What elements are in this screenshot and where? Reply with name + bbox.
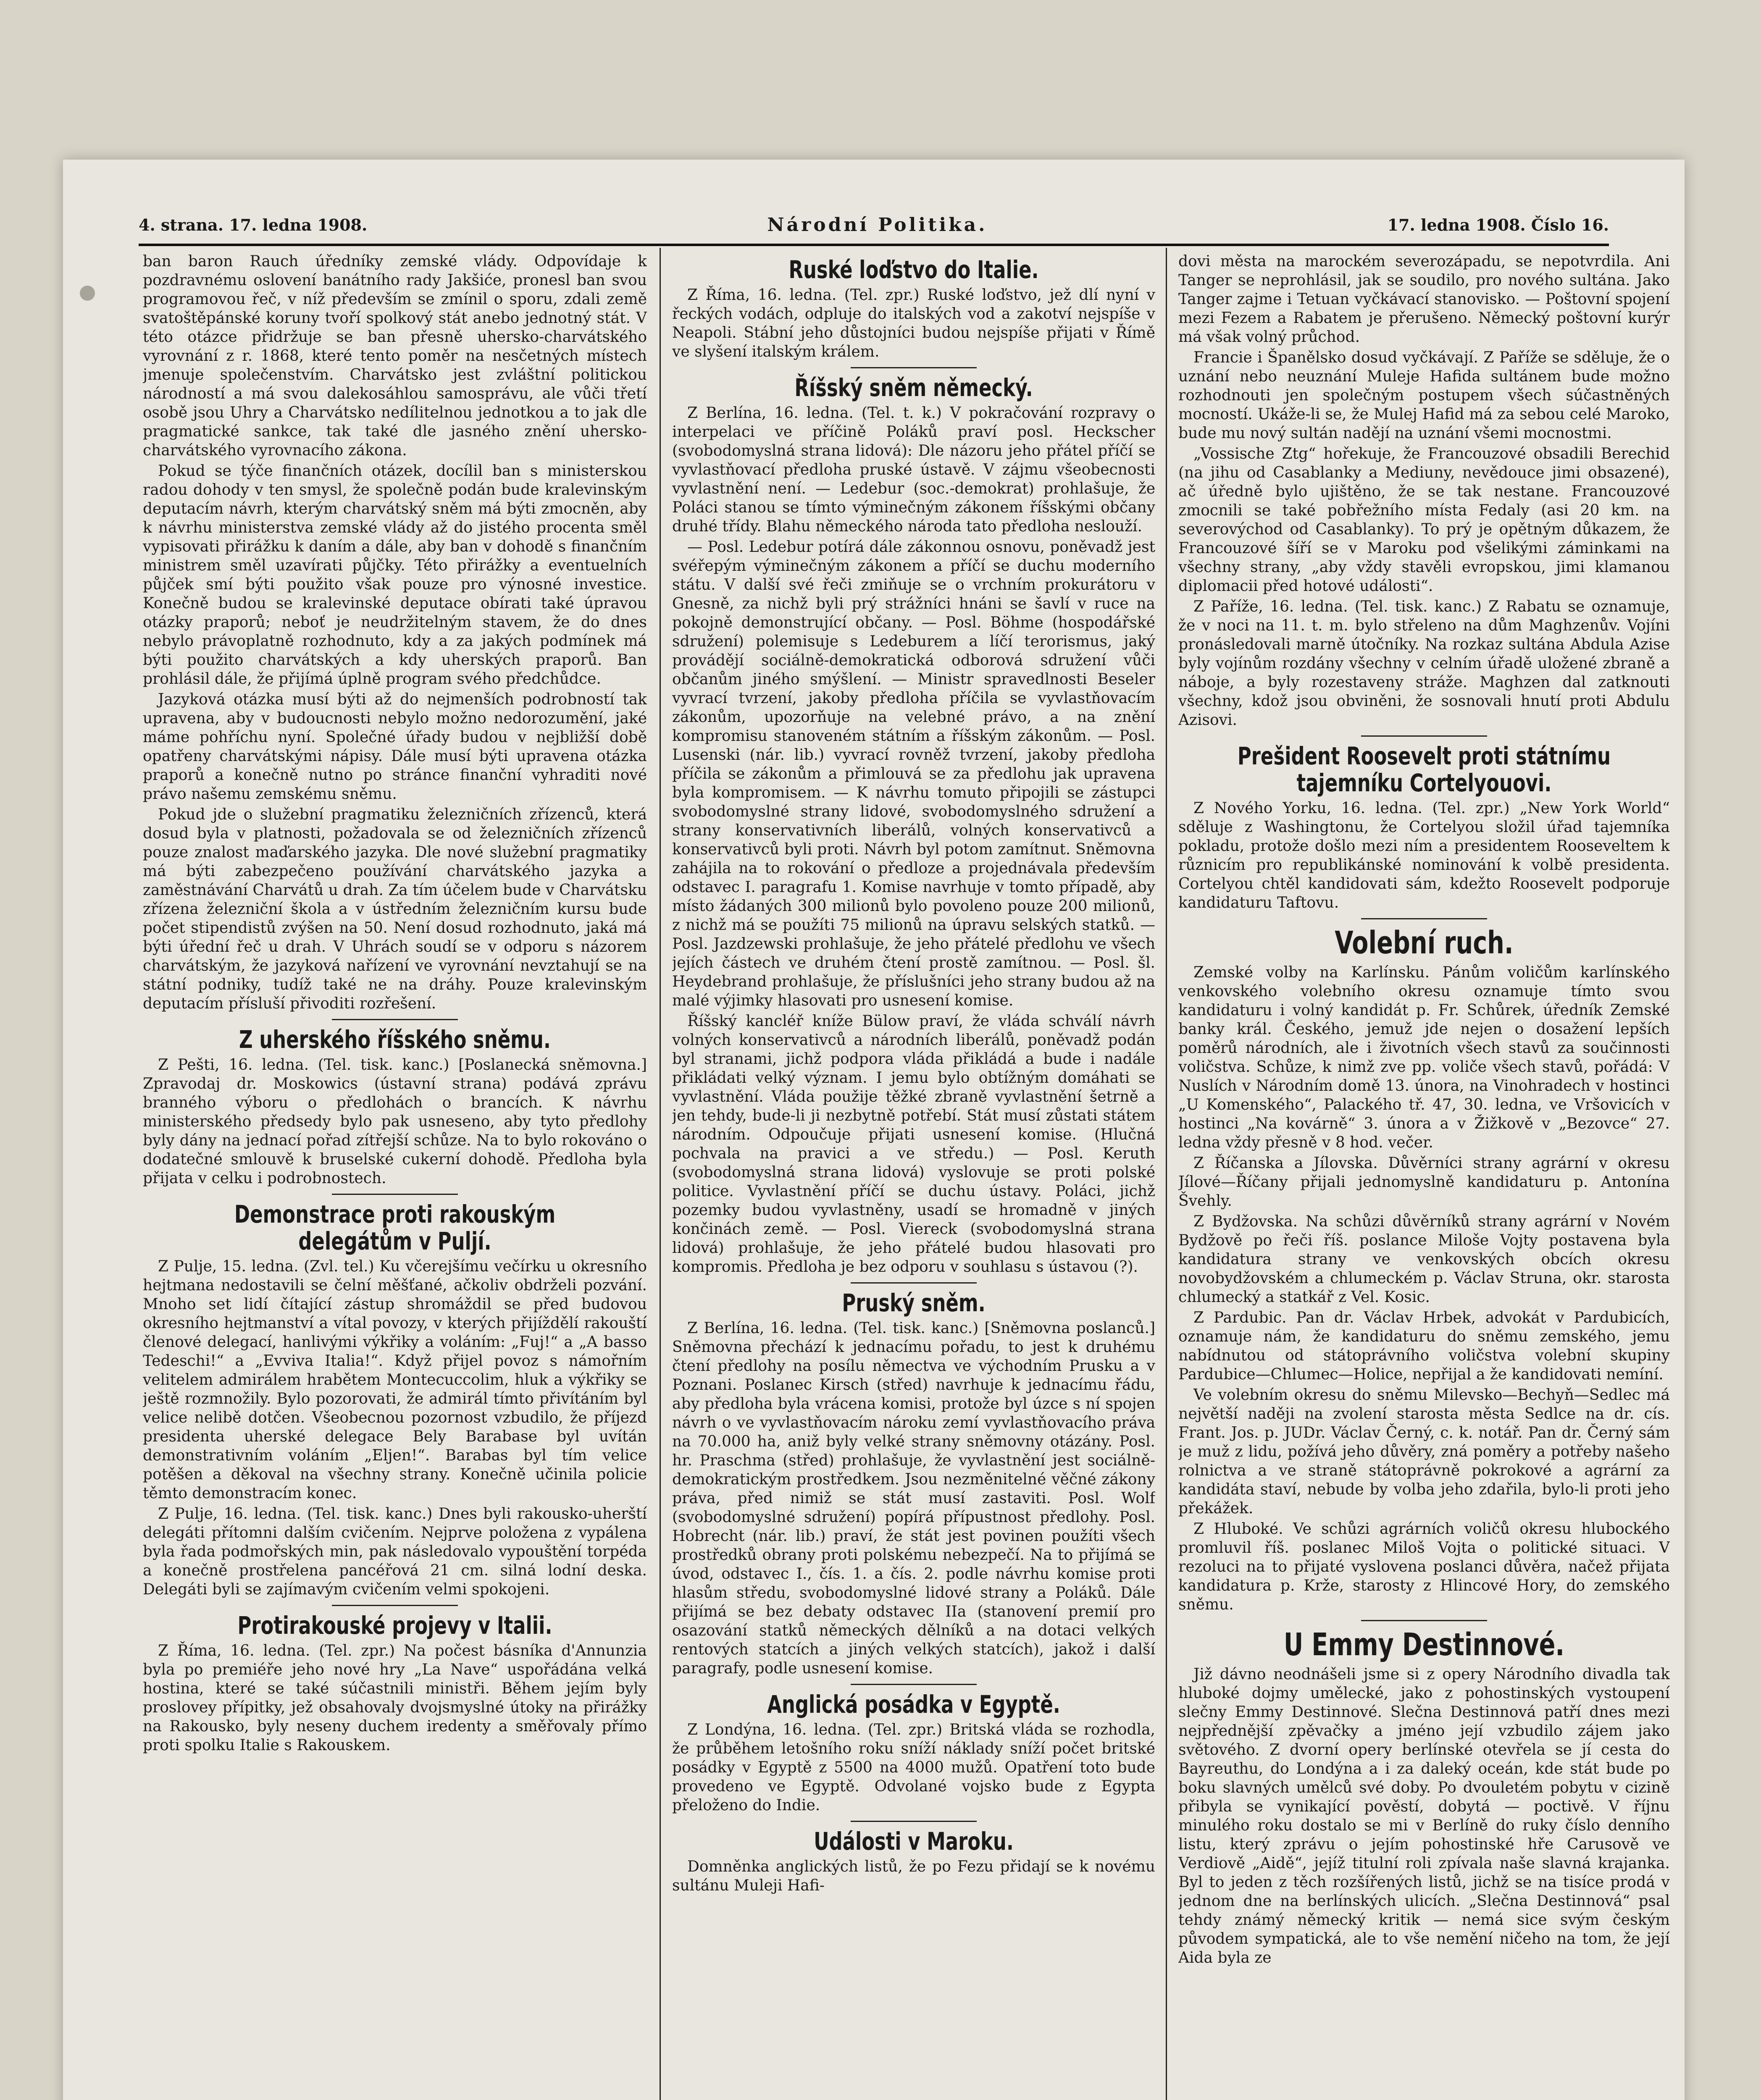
article-paragraph: Z Říčanska a Jílovska. Důvěrníci strany agrární v okresu Jílové—Říčany přijali jednomyslně kandidaturu p. Antonína Švehly. (1178, 1155, 1670, 1210)
headline-ruske-lodstvo: Ruské loďstvo do Italie. (789, 255, 1039, 284)
header-rule (139, 244, 1609, 246)
separator (851, 1282, 977, 1284)
article-paragraph: Z Pardubic. Pan dr. Václav Hrbek, advokát v Pardubicích, oznamuje nám, že kandidaturu do sněmu zemského, jemu nabídnutou od státoprávního voličstva volební skupiny Pardubice—Chlumec—Holice, nepřijal a že kandidovati nemíní. (1178, 1309, 1670, 1383)
headline-volebni-ruch: Volební ruch. (1335, 925, 1514, 961)
separator (1361, 918, 1487, 919)
article-paragraph: Francie i Španělsko dosud vyčkávají. Z Paříže se sděluje, že o uznání nebo neuznání Muleje Hafida sultánem bude možno rozhodnouti jen společným postupem všech súčastněných mocností. Ukáže-li se, že Mulej Hafid má za sebou celé Maroko, bude mu nový sultán nadějí na uznání všemi mocnostmi. (1178, 349, 1670, 442)
headline-udalosti-maroko: Události v Maroku. (814, 1827, 1014, 1856)
column-3 (1178, 252, 1670, 2100)
separator (851, 1684, 977, 1685)
article-paragraph: Z Bydžovska. Na schůzi důvěrníků strany agrární v Novém Bydžově po řeči říš. poslance Miloše Vojty postavena byla kandidatura strany ve venkovských obcích okresu novobydžovském a chlumeckém p. Václav Struna, okr. starosta chlumecký a statkář z Vel. Kosic. (1178, 1213, 1670, 1306)
headline-roosevelt: Prešident Roosevelt proti státnímu tajemníku Cortelyouovi. (1237, 742, 1611, 797)
headline-anglicka-posadka: Anglická posádka v Egyptě. (767, 1690, 1060, 1719)
header-right: 17. ledna 1908. Číslo 16. (1387, 215, 1609, 234)
article-paragraph: Z Nového Yorku, 16. ledna. (Tel. zpr.) „New York World“ sděluje z Washingtonu, že Cortelyou složil úřad tajemníka pokladu, protože došlo mezi ním a presidentem Rooseveltem k různicím pro republikánské nominování k volbě presidenta. Cortelyou chtěl kandidovati sám, kdežto Roosevelt podporuje kandidaturu Taftovu. (1178, 800, 1670, 911)
article-paragraph: Říšský kancléř kníže Bülow praví, že vláda schválí návrh volných konservativců a národních liberálů, poněvadž podán byl stranami, jichž podpora vláda přikládá a bude i nadále přikládati velký význam. I jemu bylo obtížným domáhati se vyvlastnění. Vláda použije těžké zbraně vyvlastnění šetrně a jen tehdy, bude-li ji nezbytně potřebí. Stát musí zůstati státem národním. Odpoučuje přijati usnesení komise. (Hlučná pochvala na pravici a ve středu.) — Posl. Keruth (svobodomyslná strana lidová) vyslovuje se proti polské politice. Vyvlastnění příčí se duchu ústavy. Poláci, jichž pozemky budou vyvlastněny, usadí se hromadně v jiných končinách země. — Posl. Viereck (svobodomyslná strana lidová) prohlašuje, že jeho přátelé budou hlasovati pro kompromis. Předloha je bez odporu v souhlasu s ústavou (?). (672, 1013, 1155, 1276)
article-paragraph: Z Pulje, 15. ledna. (Zvl. tel.) Ku včerejšímu večírku u okresního hejtmana nedostavili se čelní měšťané, ačkoliv obdrželi pozvání. Mnoho set lidí čítající zástup shromáždil se před budovou okresního hejtmanství a vítal povozy, v kterých přijíždělí rakouští členové delegací, hanlivými výkřiky a voláním: „Fuj!“ a „A basso Tedeschi!“ a „Evviva Italia!“. Když přijel povoz s námořním velitelem admirálem hrabětem Montecuccolim, hluk a výkřiky se ještě rozmnožily. Bylo pozorovati, že admirál tímto přivítáním byl velice nelibě dotčen. Všeobecnou pozornost vzbudilo, že příjezd presidenta uherské delegace Bely Barabase byl uvítán demonstrativním voláním „Eljen!“. Barabas byl tím velice potěšen a děkoval na všechny strany. Konečně učinila policie těmto demonstracím konec. (143, 1258, 647, 1502)
article-paragraph: Jazyková otázka musí býti až do nejmenších podrobností tak upravena, aby v budoucnosti nebylo možno nedorozumění, jaké máme pohříchu nyní. Společné úřady budou v nejbližší době opatřeny charvátskými nápisy. Dále musí býti upravena otázka praporů a konečně nutno po stránce finanční vyhraditi nové právo našemu zemskému sněmu. (143, 691, 647, 803)
article-paragraph: Již dávno neodnášeli jsme si z opery Národního divadla tak hluboké dojmy umělecké, jako z pohostinských vystoupení slečny Emmy Destinnové. Slečna Destinnová patří dnes mezi nejpřednější zpěvačky a jméno její vzbudilo zájem jako světového. Z dvorní opery berlínské otevřela se jí cesta do Bayreuthu, do Londýna a i za daleký oceán, kde stát bude po boku slavných umělců své doby. Po dvouletém pobytu v cizině přibyla se vynikající pověstí, dobytá — poctivě. V říjnu minulého roku dostalo se mi v Berlíně do ruky číslo denního listu, který zprávu o jejím pohostinské hře Carusově ve Verdiově „Aidě“, jejíž titulní roli zpívala naše slavná krajanka. Byl to jeden z těch rozšířených listů, jichž se na tisíce prodá v jednom dne na berlínských ulicích. „Slečna Destinnová“ psal tehdy známý německý kritik — nemá sice svým českým původem sympatická, ale to vše nemění ničeho na tom, že její Aida byla ze (1178, 1666, 1670, 1966)
newspaper-page (63, 160, 1685, 2100)
article-paragraph: „Vossische Ztg“ hořekuje, že Francouzové obsadili Berechid (na jihu od Casablanky a Mediuny, nevědouce jimi obsazené), ač úředně bylo ujištěno, že se tak nestane. Francouzové zmocnili se také pobřežního místa Fedaly (asi 20 km. na severovýchod od Casablanky). To prý je opětným důkazem, že Francouzové šíří se v Maroku pod všelikými záminkami na všechny strany, „aby vždy stavěli evropskou, jimi klamanou diplomacii před hotové události“. (1178, 445, 1670, 595)
headline-uhersky-snem: Z uherského říšského sněmu. (239, 1025, 551, 1054)
article-paragraph: Z Berlína, 16. ledna. (Tel. t. k.) V pokračování rozpravy o interpelaci ve příčině Poláků praví posl. Heckscher (svobodomyslná strana lidová): Dle názoru jeho přátel příčí se vyvlastňovací předloha pruské ústavě. V zájmu všeobecnosti vyvlastnění není. — Ledebur (soc.-demokrat) prohlašuje, že Poláci stanou se tímto výminečným zákonem říšskými občany druhé třídy. Blahu německého národa tato předloha neslouží. (672, 404, 1155, 535)
article-paragraph: ban baron Rauch úředníky zemské vlády. Odpovídaje k pozdravnému oslovení banátního rady Jakšiće, pronesl ban svou programovou řeč, v níž především se zmínil o sporu, zdali země svatoštěpánské koruny tvoří spolkový stát anebo jednotný stát. V této otázce přidržuje se ban přesně uhersko-charvátského vyrovnání z r. 1868, které tento poměr na nesčetných místech jmenuje společenstvím. Charvátsko jest zvláštní politickou národností a má svou dalekosáhlou samosprávu, ale vůči třetí osobě jsou Uhry a Charvátsko nedílitelnou jednotkou a to jak dle pragmatické sankce, tak také dle jasného znění uhersko-charvátského vyrovnacího zákona. (143, 253, 647, 459)
separator (332, 1605, 458, 1606)
article-paragraph: Z Říma, 16. ledna. (Tel. zpr.) Ruské loďstvo, jež dlí nyní v řeckých vodách, odpluje do italských vod a zakotví nejspíše v Neapoli. Stábní jeho důstojníci budou nejspíše přijati v Římě ve slyšení italským králem. (672, 286, 1155, 360)
column-rule (660, 248, 661, 2100)
separator (1361, 735, 1487, 737)
article-paragraph: Z Hluboké. Ve schůzi agrárních voličů okresu hlubockého promluvil říš. poslanec Miloš Vojta o politické situaci. V rezoluci na to přijaté vyslovena poslanci důvěra, načež přijata kandidatura p. Krže, starosty z Hlincové Hory, do zemského sněmu. (1178, 1520, 1670, 1613)
separator (332, 1194, 458, 1195)
masthead-title: Národní Politika. (767, 214, 988, 236)
headline-demonstrace: Demonstrace proti rakouským delegátům v Puljí. (234, 1200, 556, 1255)
separator (851, 1821, 977, 1822)
separator (851, 367, 977, 368)
article-paragraph: Z Paříže, 16. ledna. (Tel. tisk. kanc.) Z Rabatu se oznamuje, že v noci na 11. t. m. bylo střeleno na dům Maghzenův. Vojíni pronásledovali marně útočníky. Na rozkaz sultána Abdula Azise byly vojínům rozdány všechny v celním úřadě uložené zbraně a náboje, a byly rozestaveny stráže. Maghzen dal zatknouti všechny, kdož jsou obviněni, že sosnovali hnutí proti Abdulu Azisovi. (1178, 598, 1670, 729)
separator (332, 1019, 458, 1020)
header-left: 4. strana. 17. ledna 1908. (139, 215, 368, 234)
article-paragraph: Z Pulje, 16. ledna. (Tel. tisk. kanc.) Dnes byli rakousko-uherští delegáti přítomni dalším cvičením. Nejprve položena z vypálena byla řada podmořských min, pak následovalo vypouštění torpéda a konečně prostřelena pancéřová 21 cm. silná lodní deska. Delegáti byli se zajímavým cvičením velmi spokojeni. (143, 1505, 647, 1598)
article-paragraph: Pokud se týče finančních otázek, docílil ban s ministerskou radou dohody v ten smysl, že společně podán bude kralevinským deputacím návrh, kterým charvátský sněm má býti zmocněn, aby k návrhu ministerstva zemské vlády až do jistého procenta směl vypisovati přirážku k daním a dále, aby ban v dohodě s finančním ministrem směl uzavírati půjčky. Této přirážky a eventuelních půjček smí býti použito však pouze pro výnosné investice. Konečně budou se kralevinské deputace obírati také úpravou otázky praporů; neboť je neudržitelným stavem, že do dnes nebylo právoplatně rozhodnuto, kdy a za jakých podmínek má býti použito charvátských a kdy uherských praporů. Ban prohlásil dále, že přijímá úplně program svého předchůdce. (143, 462, 647, 688)
article-paragraph: — Posl. Ledebur potírá dále zákonnou osnovu, poněvadž jest svéřepým výminečným zákonem a příčí se duchu moderního státu. V další své řeči zmiňuje se o vrchním prokurátoru v Gnesně, za nichž byli prý strážníci hnáni se šavlí v ruce na pokojně demonstrující občany. — Posl. Böhme (hospodářské sdružení) polemisuje s Ledeburem a líčí terorismus, jaký provádějí sociálně-demokratická odborová sdružení vůči občanům jiného smýšlení. — Ministr spravedlnosti Beseler vyvrací tvrzení, jakoby předloha příčila se vyvlastňovacím zákonům, upozorňuje na velebné právo, a na znění kompromisu stanoveném státním a říšským zákonům. — Posl. Lusenski (nár. lib.) vyvrací rovněž tvrzení, jakoby předloha příčila se zákonům a přimlouvá se za předlohu jak upravena byla kompromisem. — K návrhu tomuto připojili se zástupci svobodomyslné strany lidové, svobodomyslného sdružení a strany konservativních liberálů, volných konservativců a konservativců byli proti. Návrh byl potom zamítnut. Sněmovna zahájila na to rokování o předloze a projednávala především odstavec I. paragrafu 1. Komise navrhuje v tomto případě, aby místo žádaných 300 milionů bylo povoleno pouze 200 milionů, z nichž má se použíti 75 milionů na úpravu selských statků. — Posl. Jazdzewski prohlašuje, že jeho přátelé předlohu ve všech jejích částech ve druhém čtení prostě zamítnou. — Posl. šl. Heydebrand prohlašuje, že příslušníci jeho strany budou až na malé výjimky hlasovati pro usnesení komise. (672, 538, 1155, 1009)
article-paragraph: Pokud jde o služební pragmatiku železničních zřízenců, která dosud byla v platnosti, požadovala se od železničních zřízenců pouze znalost maďarského jazyka. Dle nové služební pragmatiky má býti zabezpečeno používání charvátského jazyka a zaměstnávání Charvátů u drah. Za tím účelem bude v Charvátsku zřízena železniční škola a v ústředním železničním kursu bude počet stipendistů zvýšen na 50. Není dosud rozhodnuto, jaká má býti úřední řeč u drah. V Uhrách soudí se v odporu s názorem charvátským, že jazyková nařízení ve vyrovnání nevztahují se na státní podniky, tudíž také ne na dráhy. Pouze kralevinským deputacím přísluší přivoditi rozřešení. (143, 806, 647, 1012)
headline-prusky-snem: Pruský sněm. (842, 1289, 986, 1317)
punch-hole (80, 286, 95, 301)
headline-risky-snem: Říšský sněm německý. (794, 373, 1033, 402)
article-paragraph: Z Berlína, 16. ledna. (Tel. tisk. kanc.) [Sněmovna poslanců.] Sněmovna přechází k jednacímu pořadu, to jest k druhému čtení předlohy na posílu němectva ve východním Prusku a v Poznani. Poslanec Kirsch (střed) navrhuje k jednacímu řádu, aby předloha byla vrácena komisi, protože byl úzce s ní spojen návrh o ve vyvlastňovacím nároku zemí vyvlastňovacího práva na 70.000 ha, aniž byly velké strany sněmovny otázány. Posl. hr. Praschma (střed) prohlašuje, že vyvlastnění jest sociálně-demokratickým prostředkem. Jsou nezměnitelné věčné zákony práva, před nimiž se stát musí zastaviti. Posl. Wolf (svobodomyslné sdružení) popírá přípustnost předlohy. Posl. Hobrecht (nár. lib.) praví, že stát jest povinen použíti všech prostředků obrany proti polskému nebezpečí. Na to přijímá se úvod, odstavec I., čís. 1. a čís. 2. podle návrhu komise proti hlasům středu, svobodomyslné lidové strany a Poláků. Dále přijímá se bez debaty odstavec IIa (stanovení premií pro osazování statků německých dělníků a na dotaci velkých rentových statcích a jiných velkých statcích), jakož i další paragrafy, podle usnesení komise. (672, 1320, 1155, 1677)
article-paragraph: Z Říma, 16. ledna. (Tel. zpr.) Na počest básníka d'Annunzia byla po premiéře jeho nové hry „La Nave“ uspořádána velká hostina, které se také súčastnili ministři. Během jejím byly proslovey přípitky, jež obsahovaly dvojsmyslné útoky na přirážky na Rakousko, byly neseny duchem iredenty a směřovaly přímo proti spolku Italie s Rakouskem. (143, 1642, 647, 1754)
column-2 (672, 252, 1155, 2100)
page-header (139, 210, 1609, 239)
article-paragraph: Ve volebním okresu do sněmu Milevsko—Bechyň—Sedlec má největší naději na zvolení starosta města Sedlce na dr. cís. Frant. Jos. p. JUDr. Václav Černý, c. k. notář. Pan dr. Černý sám je muž z lidu, požívá jeho důvěry, zná poměry a potřeby našeho rolnictva a ve straně státoprávně pokrokové a agrární za kandidáta staví, nebude by volba jeho zdařila, bylo-li proti jeho překážek. (1178, 1386, 1670, 1517)
article-paragraph: Z Londýna, 16. ledna. (Tel. zpr.) Britská vláda se rozhodla, že průběhem letošního roku sníží náklady sníží počet britské posádky v Egyptě z 5500 na 4000 mužů. Opatření toto bude provedeno ve Egyptě. Odvolané vojsko bude z Egypta přeloženo do Indie. (672, 1721, 1155, 1814)
headline-protirakouske: Protirakouské projevy v Italii. (237, 1611, 552, 1640)
article-paragraph: dovi města na marockém severozápadu, se nepotvrdila. Ani Tanger se neprohlásil, jak se soudilo, pro nového sultána. Jako Tanger zajme i Tetuan vyčkávací stanovisko. — Poštovní spojení mezi Fezem a Rabatem je přerušeno. Německý poštovní kurýr má však volný průchod. (1178, 253, 1670, 346)
article-paragraph: Zemské volby na Karlínsku. Pánům voličům karlínského venkovského volebního okresu oznamuje tímto svou kandidaturu i volný kandidát p. Fr. Schůrek, úředník Zemské banky král. Českého, jemuž jde nejen o dosažení lepších poměrů národních, ale i životních všech stavů za součinnosti voličstva. Schůze, k nimž zve pp. voliče všech stavů, pořádá: V Nuslích v Národním domě 13. února, na Vinohradech v hostinci „U Komenského“, Palackého tř. 47, 30. ledna, ve Vršovicích v hostinci „Na kovárně“ 3. února a v Žižkově v „Bezovce“ 27. ledna vždy přesně v 8 hod. večer. (1178, 964, 1670, 1151)
article-paragraph: Domněnka anglických listů, že po Fezu přidají se k novému sultánu Muleji Hafi- (672, 1858, 1155, 1894)
column-rule (1166, 248, 1167, 2100)
headline-emmy-destinnove: U Emmy Destinnové. (1283, 1627, 1565, 1663)
column-1 (143, 252, 647, 2100)
article-paragraph: Z Pešti, 16. ledna. (Tel. tisk. kanc.) [Poslanecká sněmovna.] Zpravodaj dr. Moskowics (ústavní strana) podává zprávu branného výboru o předlohách o brancích. K návrhu ministerského předsedy bylo pak usneseno, aby tyto předlohy byly dány na jednací pořad zítřejší schůze. Na to bylo rokováno o dodatečné smlouvě k bruselské cukerní dohodě. Předloha byla přijata v celku i podrobnostech. (143, 1056, 647, 1187)
separator (1361, 1620, 1487, 1621)
